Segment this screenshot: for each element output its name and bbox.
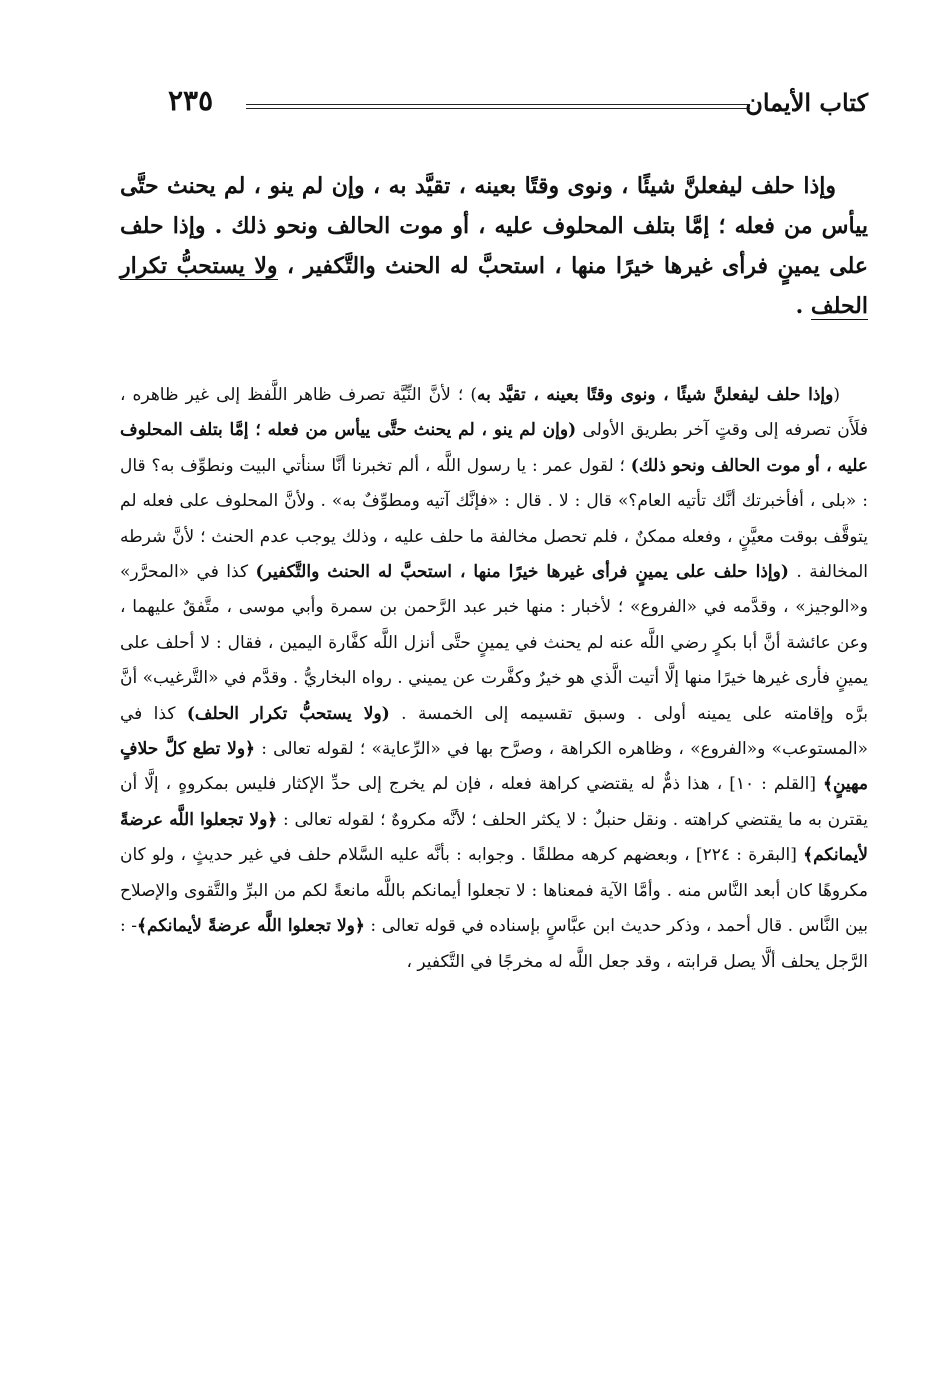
matn-part-3: . (795, 293, 811, 319)
quran-verse-1: ﴿ولا تطع كلَّ حلافٍ مهينٍ﴾ (120, 739, 868, 795)
sharh-seg-15: - : الرَّجل يحلف ألَّا يصل قرابته ، وقد جعل اللَّه له مخرجًا في التَّكفير ، (120, 916, 868, 972)
matn-paragraph (120, 166, 868, 326)
sharh-commentary-block (120, 378, 868, 980)
sharh-quote-3: (وإذا حلف على يمينٍ فرأى غيرها خيرًا منها ، استحبَّ له الحنث والتَّكفير) (255, 562, 789, 583)
sharh-quote-2: (وإن لم ينو ، لم يحنث حتَّى ييأس من فعله ؛ إمَّا بتلف المحلوف عليه ، أو موت الحالف ونحو ذلك) (120, 420, 868, 476)
sharh-seg-1: ( (833, 385, 840, 405)
sharh-seg-7: كذا في «المحرَّر» و«الوجيز» ، وقدَّمه في «الفروع» ؛ لأخبار : منها خبر عبد الرَّحمن بن سمرة وأبي موسى ، متَّفقٌ عليهما ، وعن عائشة أنَّ أبا بكرٍ رضي اللَّه عنه لم يحنث في يمينٍ حتَّى أنزل اللَّه كفَّارة اليمين ، فقال : لا أحلف على يمينٍ فأرى غيرها خيرًا منها إلَّا أتيت الَّذي هو خيرٌ وكفَّرت عن يميني . رواه البخاريُّ . وقدَّم في «التَّرغيب» أنَّ برَّه وإقامته على يمينه أولى . وسبق تقسيمه إلى الخمسة . (120, 562, 869, 724)
sharh-seg-5: ؛ لقول عمر : يا رسول اللَّه ، ألم تخبرنا أنَّا سنأتي البيت ونطوِّف به؟ قال : «بلى ، أفأخبرتك أنَّك تأتيه العام؟» قال : لا . قال : «فإنَّك آتيه ومطوِّفٌ به» . ولأنَّ المحلوف على فعله لم يتوقَّف بوقت معيَّنٍ ، وفعله ممكنٌ ، فلم تحصل مخالفة ما حلف عليه ، وذلك يوجب عدم الحنث ؛ لأنَّ شرطه المخالفة . (120, 455, 868, 583)
sharh-seg-9: كذا في «المستوعب» و«الفروع» ، وظاهره الكراهة ، وصرَّح بها في «الرِّعاية» ؛ لقوله تعالى : (120, 703, 868, 760)
quran-verse-3: ﴿ولا تجعلوا اللَّه عرضةً لأيمانكم﴾ (137, 916, 365, 937)
quran-verse-2: ﴿ولا تجعلوا اللَّه عرضةً لأيمانكم﴾ (120, 809, 868, 866)
header-rule (246, 104, 750, 105)
matn-underlined-phrase: ولا يستحبُّ تكرار الحلف (120, 253, 868, 319)
sharh-seg-11: [القلم : ١٠] ، هذا ذمٌّ له يقتضي كراهة فعله ، فإن لم يخرج إلى حدِّ الإكثار فليس بمكروهٍ ، إلَّا أن يقترن به ما يقتضي كراهته . ونقل حنبلٌ : لا يكثر الحلف ؛ لأنَّه مكروهٌ ؛ لقوله تعالى : (120, 774, 868, 830)
matn-part-1: وإذا حلف ليفعلنَّ شيئًا ، ونوى وقتًا بعينه ، تقيَّد به ، وإن لم ينو ، لم يحنث حتَّى ييأس من فعله ؛ إمَّا بتلف المحلوف عليه ، أو موت الحالف ونحو ذلك . وإذا حلف على يمينٍ فرأى غيرها خيرًا منها ، استحبَّ له الحنث والتَّكفير ، (120, 173, 869, 279)
page-header (168, 84, 868, 124)
sharh-seg-3: ) ؛ لأنَّ النِّيَّة تصرف ظاهر اللَّفظ إلى غير ظاهره ، فلَأَن تصرفه إلى وقتٍ آخر بطريق الأولى (120, 385, 868, 441)
matn-text-block (120, 166, 868, 326)
sharh-quote-1: وإذا حلف ليفعلنَّ شيئًا ، ونوى وقتًا بعينه ، تقيَّد به (476, 385, 834, 405)
sharh-seg-13: [البقرة : ٢٢٤] ، وبعضهم كرهه مطلقًا . وجوابه : بأنَّه عليه السَّلام حلف في غير حديثٍ ، ولو كان مكروهًا كان أبعد النَّاس منه . وأمَّا الآية فمعناها : لا تجعلوا أيمانكم باللَّه مانعةً لكم من البرِّ والتَّقوى والإصلاح بين النَّاس . قال أحمد ، وذكر حديث ابن عبَّاسٍ بإسناده في قوله تعالى : (120, 845, 868, 937)
running-title: كتاب الأيمان (745, 88, 868, 117)
page-number: ٢٣٥ (168, 84, 214, 117)
sharh-paragraph (120, 378, 868, 980)
header-rule-second (246, 108, 750, 109)
sharh-quote-4: (ولا يستحبُّ تكرار الحلف) (186, 703, 390, 724)
